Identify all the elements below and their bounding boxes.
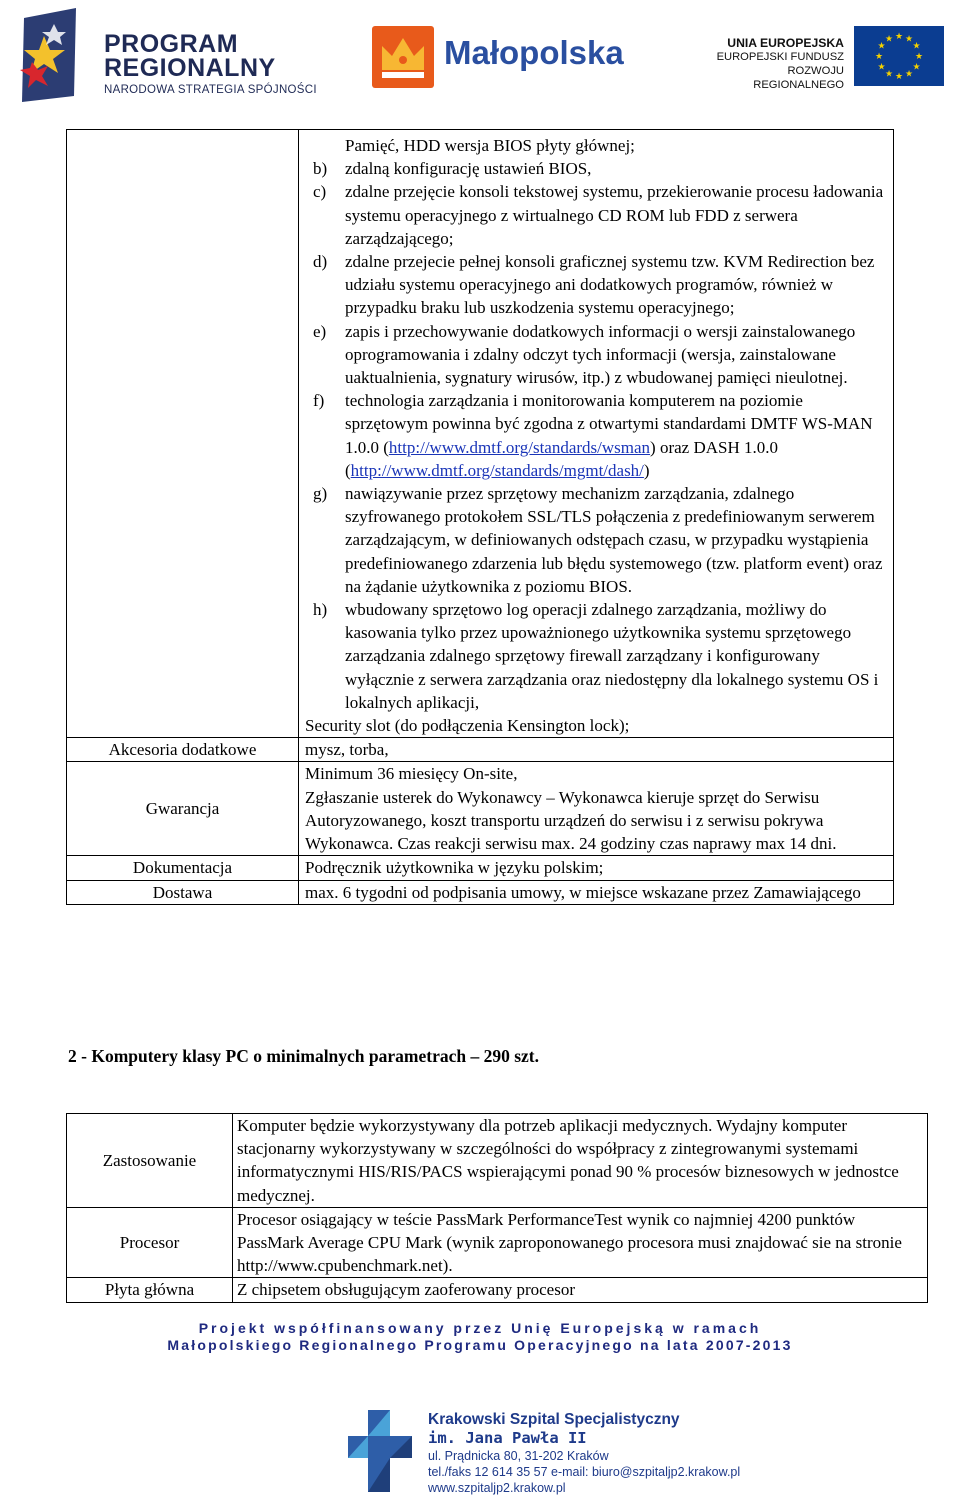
program-line3: NARODOWA STRATEGIA SPÓJNOŚCI: [104, 84, 317, 96]
hospital-website[interactable]: www.szpitaljp2.krakow.pl: [428, 1481, 566, 1495]
dash-link[interactable]: http://www.dmtf.org/standards/mgmt/dash/: [350, 460, 644, 480]
list-text: [345, 389, 887, 482]
hospital-contact: tel./faks 12 614 35 57 e-mail: biuro@szpitaljp2.krakow.pl: [428, 1465, 741, 1479]
list-marker: d): [313, 252, 328, 272]
row-value: max. 6 tygodni od podpisania umowy, w miejsce wskazane przez Zamawiającego: [299, 880, 894, 904]
svg-text:★: ★: [884, 34, 894, 45]
footer-cofinancing-line1: Projekt współfinansowany przez Unię Europejską w ramach: [198, 1320, 762, 1336]
row-value: Komputer będzie wykorzystywany dla potrzeb aplikacji medycznych. Wydajny komputer stacjonarny wykorzystywany w szczególności do współpracy z zintegrowanymi systemami informatycznymi HIS/RIS/PACS wspierającymi ponad 90 % procesów biznesowych w jednostce medycznej.: [233, 1114, 928, 1208]
table-row: [67, 738, 894, 762]
eu-line1: UNIA EUROPEJSKA: [727, 36, 844, 50]
table-row: [67, 130, 894, 738]
list-item: [305, 320, 887, 390]
table-row: [67, 880, 894, 904]
svg-text:★: ★: [912, 41, 921, 52]
row-label: Akcesoria dodatkowe: [67, 738, 299, 762]
hospital-cross-icon: [346, 1406, 414, 1496]
hospital-name: Krakowski Szpital Specjalistyczny: [428, 1411, 680, 1428]
warranty-details: Zgłaszanie usterek do Wykonawcy – Wykonawca kieruje sprzęt do Serwisu Autoryzowanego, koszt transportu urządzeń do serwisu i z serwisu pokrywa Wykonawca. Czas reakcji serwisu max. 24 godziny czas naprawy max 14 dni.: [305, 787, 837, 854]
svg-text:★: ★: [877, 62, 886, 73]
spec-table-1: [66, 129, 894, 905]
eu-line3: ROZWOJU REGIONALNEGO: [753, 65, 844, 91]
footer-cofinancing-line2: Małopolskiego Regionalnego Programu Operacyjnego na lata 2007-2013: [167, 1337, 793, 1353]
security-slot-text: Security slot (do podłączenia Kensington lock);: [305, 716, 630, 736]
list-text-part: technologia zarządzania i monitorowania komputerem na poziomie sprzętowym powinna być zgodna z otwartymi standardami DMTF WS-MAN 1.0.0 (: [345, 391, 873, 457]
eu-flag-icon: [854, 26, 944, 86]
list-text: zdalne przejęcie konsoli tekstowej systemu, przekierowanie procesu ładowania systemu operacyjnego z wirtualnego CD ROM lub FDD z serwera zarządzającego;: [345, 182, 884, 248]
row-value: Podręcznik użytkownika w języku polskim;: [299, 856, 894, 880]
spec-table-2: [66, 1113, 928, 1303]
list-text: zdalne przejecie pełnej konsoli graficznej systemu tzw. KVM Redirection bez udziału systemu operacyjnego ani dodatkowych programów, również w przypadku braku lub uszkodzenia systemu operacyjnego;: [345, 252, 875, 318]
eu-logo: [696, 26, 946, 91]
list-marker: b): [313, 159, 328, 179]
list-text: zapis i przechowywanie dodatkowych informacji o wersji zainstalowanego oprogramowania i zdalny odczyt tych informacji (wersja, zainstalowane uaktualnienia, sygnatury wirusów, itp.) z wbudowanej pamięci nieulotnej.: [345, 321, 856, 388]
svg-text:★: ★: [914, 52, 924, 62]
list-marker: f): [313, 391, 325, 411]
row-label: Dostawa: [67, 880, 299, 904]
hospital-info: [428, 1410, 740, 1496]
list-continuation: Pamięć, HDD wersja BIOS płyty głównej;: [345, 136, 635, 155]
list-marker: g): [313, 484, 328, 504]
table-row: [67, 1114, 928, 1208]
svg-text:★: ★: [877, 41, 886, 52]
table-row: [67, 856, 894, 880]
row-value: [299, 762, 894, 856]
section-title: 2 - Komputery klasy PC o minimalnych parametrach – 290 szt.: [68, 1046, 540, 1066]
row-value: mysz, torba,: [299, 738, 894, 762]
list-text-part: ) oraz DASH 1.0.0 (: [345, 437, 778, 480]
hospital-patron: im. Jana Pawła II: [428, 1429, 587, 1447]
eu-line2: EUROPEJSKI FUNDUSZ: [716, 51, 844, 63]
list-item: [305, 250, 887, 320]
nss-star-icon: [14, 6, 94, 102]
row-value: Procesor osiągający w teście PassMark PerformanceTest wynik co najmniej 4200 punktów PassMark Average CPU Mark (wynik zaproponowanego procesora musi znajdować sie na stronie http://www.cpubenchmark.net).: [233, 1207, 928, 1278]
list-text: zdalną konfigurację ustawień BIOS,: [345, 159, 592, 179]
table-cell-empty-label: [67, 130, 299, 738]
svg-text:★: ★: [904, 69, 914, 80]
malopolska-logo: [372, 26, 642, 88]
list-text: nawiązywanie przez sprzętowy mechanizm zarządzania, zdalnego szyfrowanego protokołem SSL/TLS połączenia z predefiniowanym serwerem zarządzającym, w definiowanych odstępach czasu, w przypadku wystąpienia predefiniowanego zdarzenia lub błędu systemowego (tzw. platform event) oraz na żądanie użytkownika z poziomu BIOS.: [345, 484, 883, 596]
wsman-link[interactable]: http://www.dmtf.org/standards/wsman: [388, 437, 651, 457]
list-item: [305, 389, 887, 482]
list-marker: c): [313, 182, 327, 202]
list-text: wbudowany sprzętowo log operacji zdalnego zarządzania, możliwy do kasowania tylko przez upoważnionego użytkownika systemu sprzętowego zarządzania zdalnego sprzętowy firewall zarządzany i konfigurowany wyłącznie z serwera zarządzania oraz niedostępny dla lokalnego systemu OS i lokalnych aplikacji,: [345, 600, 879, 712]
program-line2: REGIONALNY: [104, 54, 276, 82]
malopolska-crown-icon: [372, 26, 434, 88]
row-label: Procesor: [67, 1207, 233, 1278]
svg-text:★: ★: [884, 69, 894, 80]
row-label: Gwarancja: [67, 762, 299, 856]
svg-text:★: ★: [904, 34, 914, 45]
eu-text: [696, 36, 844, 92]
svg-text:★: ★: [874, 52, 884, 62]
row-label: Płyta główna: [67, 1278, 233, 1302]
row-label: Dokumentacja: [67, 856, 299, 880]
list-text-part: ): [643, 460, 650, 480]
list-item: [305, 180, 887, 250]
table-row: [67, 1207, 928, 1278]
list-marker: e): [313, 321, 327, 341]
list-marker: h): [313, 600, 328, 620]
region-name: Małopolska: [444, 34, 624, 71]
hospital-address: ul. Prądnicka 80, 31-202 Kraków: [428, 1449, 609, 1463]
program-regionalny-logo: [14, 6, 324, 102]
table-row: [67, 1278, 928, 1302]
program-line1: PROGRAM: [104, 30, 239, 58]
list-item: [305, 157, 887, 180]
list-item: [305, 598, 887, 714]
svg-text:★: ★: [894, 72, 904, 82]
row-label: Zastosowanie: [67, 1114, 233, 1208]
svg-text:★: ★: [894, 32, 904, 42]
management-features-cell: [299, 130, 894, 738]
row-value: Z chipsetem obsługującym zaoferowany procesor: [233, 1278, 928, 1302]
warranty-line: Minimum 36 miesięcy On-site,: [305, 764, 518, 784]
svg-text:★: ★: [912, 62, 921, 73]
table-row: [67, 762, 894, 856]
list-item: [305, 482, 887, 598]
